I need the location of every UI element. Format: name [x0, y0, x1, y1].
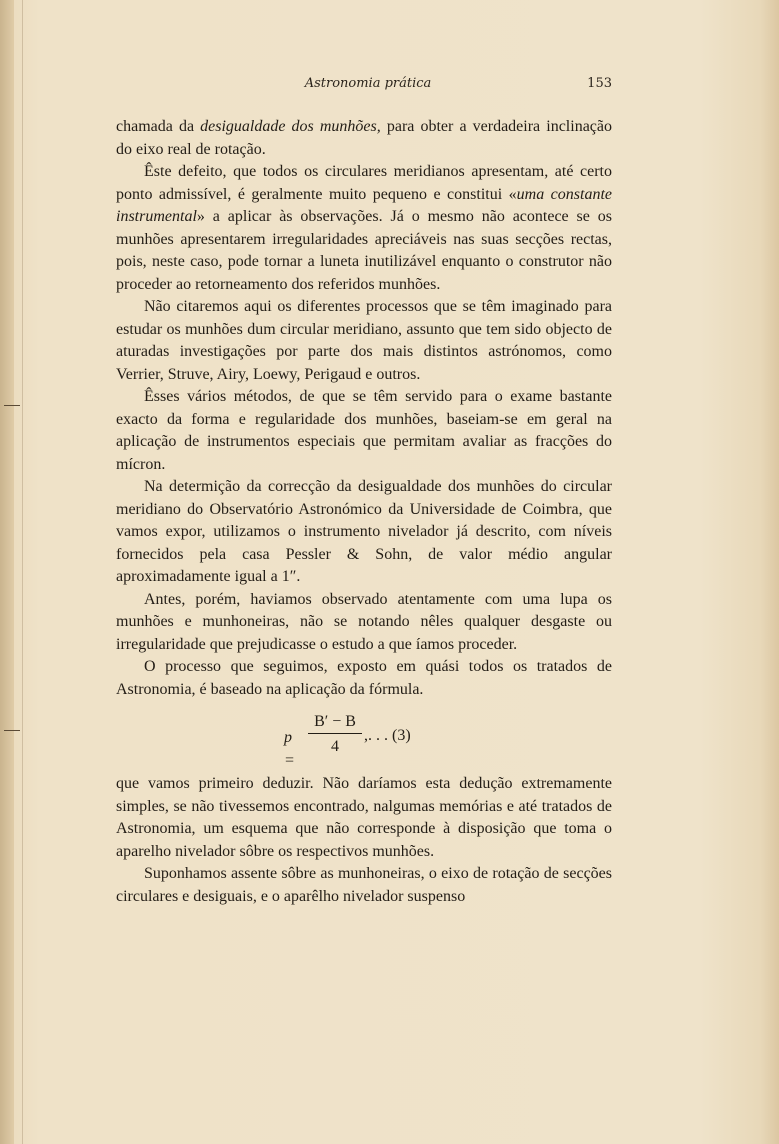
formula-3: [116, 701, 612, 773]
paragraph-1: chamada da desigualdade dos munhões, para obter a verdadeira inclinação do eixo real de rotação.: [116, 118, 612, 158]
paragraph-6: Antes, porém, haviamos observado atentamente com uma lupa os munhões e munhoneiras, não se notando nêles qualquer desgaste ou irregularidade que prejudicasse o estudo a que íamos proceder.: [116, 590, 612, 653]
emphasis-term: desigualdade dos munhões,: [200, 118, 381, 135]
margin-tick-mark: [4, 730, 20, 731]
formula-equals: =: [284, 751, 295, 769]
body-text: [116, 116, 612, 908]
page-binding: [0, 0, 14, 1144]
emphasis-term: uma constante instrumental: [116, 185, 612, 225]
running-head: [0, 76, 779, 94]
paragraph-9: Suponhamos assente sôbre as munhoneiras, o eixo de rotação de secções circulares e desiguais, e o aparêlho nivelador suspenso: [116, 865, 612, 905]
paragraph-3: Não citaremos aqui os diferentes processos que se têm imaginado para estudar os munhões dum circular meridiano, assunto que tem sido objecto de aturadas investigações por parte dos mais distintos astrónomos, como Verrier, Struve, Airy, Loewy, Perigaud e outros.: [116, 298, 612, 383]
paragraph-5: Na determição da correcção da desigualdade dos munhões do circular meridiano do Observatório Astronómico da Universidade de Coimbra, que vamos expor, utilizamos o instrumento nivelador já descrito, com níveis fornecidos pela casa Pessler & Sohn, de valor médio angular aproximadamente igual a 1″.: [116, 478, 612, 585]
formula-lhs: p: [284, 729, 292, 746]
formula-number: ,. . . (3): [364, 727, 411, 744]
fraction-bar: [308, 733, 362, 734]
paragraph-7: O processo que seguimos, exposto em quási todos os tratados de Astronomia, é baseado na aplicação da fórmula.: [116, 658, 612, 698]
formula-numerator: B′ − B: [314, 713, 356, 730]
paragraph-4: Êsses vários métodos, de que se têm servido para o exame bastante exacto da forma e regularidade dos munhões, baseiam-se em geral na aplicação de instrumentos especiais que permitam avaliar as fracções do mícron.: [116, 388, 612, 473]
formula-fraction: [308, 711, 362, 756]
gutter-line: [22, 0, 23, 1144]
paragraph-8: que vamos primeiro deduzir. Não daríamos esta dedução extremamente simples, se não tivessemos encontrado, nalgumas memórias e até tratados de Astronomia, um esquema que não corresponde à disposição que toma o aparelho nivelador sôbre os respectivos munhões.: [116, 775, 612, 860]
running-title: Astronomia prática: [304, 76, 432, 91]
margin-tick-mark: [4, 405, 20, 406]
paragraph-2: Êste defeito, que todos os circulares meridianos apresentam, até certo ponto admissível, é geralmente muito pequeno e constitui «uma constante instrumental» a aplicar às observações. Já o mesmo não acontece se os munhões apresentarem irregularidades apreciáveis nas suas secções rectas, pois, neste caso, pode tornar a luneta inutilizável enquanto o construtor não proceder ao retorneamento dos referidos munhões.: [116, 163, 612, 293]
formula-denominator: 4: [331, 738, 339, 755]
page-number: 153: [587, 76, 612, 91]
